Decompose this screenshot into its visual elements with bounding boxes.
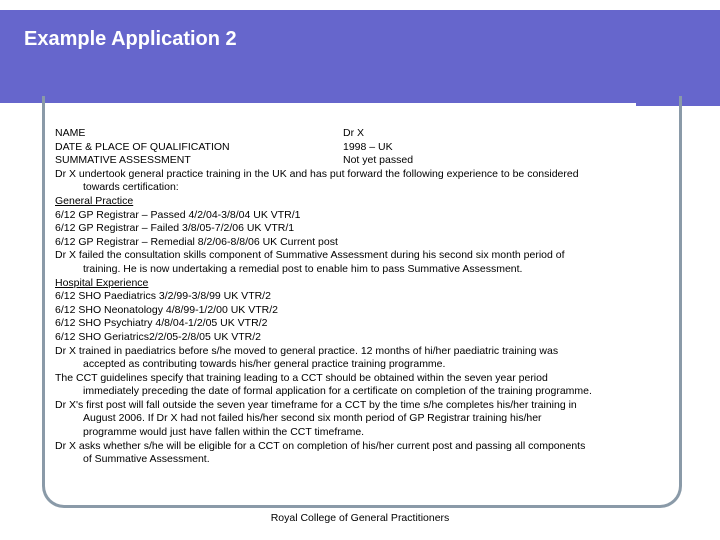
field-name — [55, 127, 665, 141]
hospital-post: 6/12 SHO Geriatrics2/2/05-2/8/05 UK VTR/2 — [55, 330, 262, 343]
failed-line: Dr X failed the consultation skills component of Summative Assessment during his second six month period of — [55, 249, 565, 262]
failed-line: training. He is now undertaking a remedial post to enable him to pass Summative Assessment. — [83, 262, 523, 275]
slide-title: Example Application 2 — [24, 28, 237, 50]
hospital-heading: Hospital Experience — [55, 276, 149, 289]
field-value: Not yet passed — [343, 154, 414, 167]
cct-line: immediately preceding the date of formal application for a certificate on completion of the training programme. — [83, 385, 592, 398]
field-label: DATE & PLACE OF QUALIFICATION — [55, 140, 230, 153]
intro-line: Dr X undertook general practice training in the UK and has put forward the following experience to be considered — [55, 167, 579, 180]
hospital-post: 6/12 SHO Psychiatry 4/8/04-1/2/05 UK VTR/2 — [55, 317, 268, 330]
header-band — [0, 10, 720, 106]
hospital-post: 6/12 SHO Paediatrics 3/2/99-3/8/99 UK VTR/2 — [55, 290, 271, 303]
gp-post: 6/12 GP Registrar – Passed 4/2/04-3/8/04 UK VTR/1 — [55, 208, 301, 221]
field-value: 1998 – UK — [343, 140, 393, 153]
asks-line: Dr X asks whether s/he will be eligible for a CCT on completion of his/her current post and passing all components — [55, 439, 586, 452]
slide-footer: Royal College of General Practitioners — [270, 512, 450, 524]
asks-line: of Summative Assessment. — [83, 453, 210, 466]
field-label: SUMMATIVE ASSESSMENT — [55, 154, 191, 167]
field-summative — [55, 154, 665, 168]
cct-line: The CCT guidelines specify that training leading to a CCT should be obtained within the seven year period — [55, 371, 548, 384]
slide-body — [55, 127, 665, 467]
gp-post: 6/12 GP Registrar – Remedial 8/2/06-8/8/06 UK Current post — [55, 235, 338, 248]
first-post-line: Dr X's first post will fall outside the seven year timeframe for a CCT by the time s/he completes his/her training in — [55, 398, 577, 411]
trained-line: accepted as contributing towards his/her general practice training programme. — [83, 358, 446, 371]
first-post-line: programme would just have fallen within the CCT timeframe. — [83, 426, 365, 439]
trained-line: Dr X trained in paediatrics before s/he moved to general practice. 12 months of hi/her paediatric training was — [55, 344, 559, 357]
field-qualification — [55, 141, 665, 155]
intro-line: towards certification: — [83, 181, 179, 194]
field-value: Dr X — [343, 127, 364, 139]
gp-post: 6/12 GP Registrar – Failed 3/8/05-7/2/06 UK VTR/1 — [55, 222, 295, 235]
hospital-post: 6/12 SHO Neonatology 4/8/99-1/2/00 UK VTR/2 — [55, 303, 278, 316]
gp-heading: General Practice — [55, 194, 134, 207]
field-label: NAME — [55, 127, 86, 139]
first-post-line: August 2006. If Dr X had not failed his/her second six month period of GP Registrar training his/her — [83, 412, 542, 425]
